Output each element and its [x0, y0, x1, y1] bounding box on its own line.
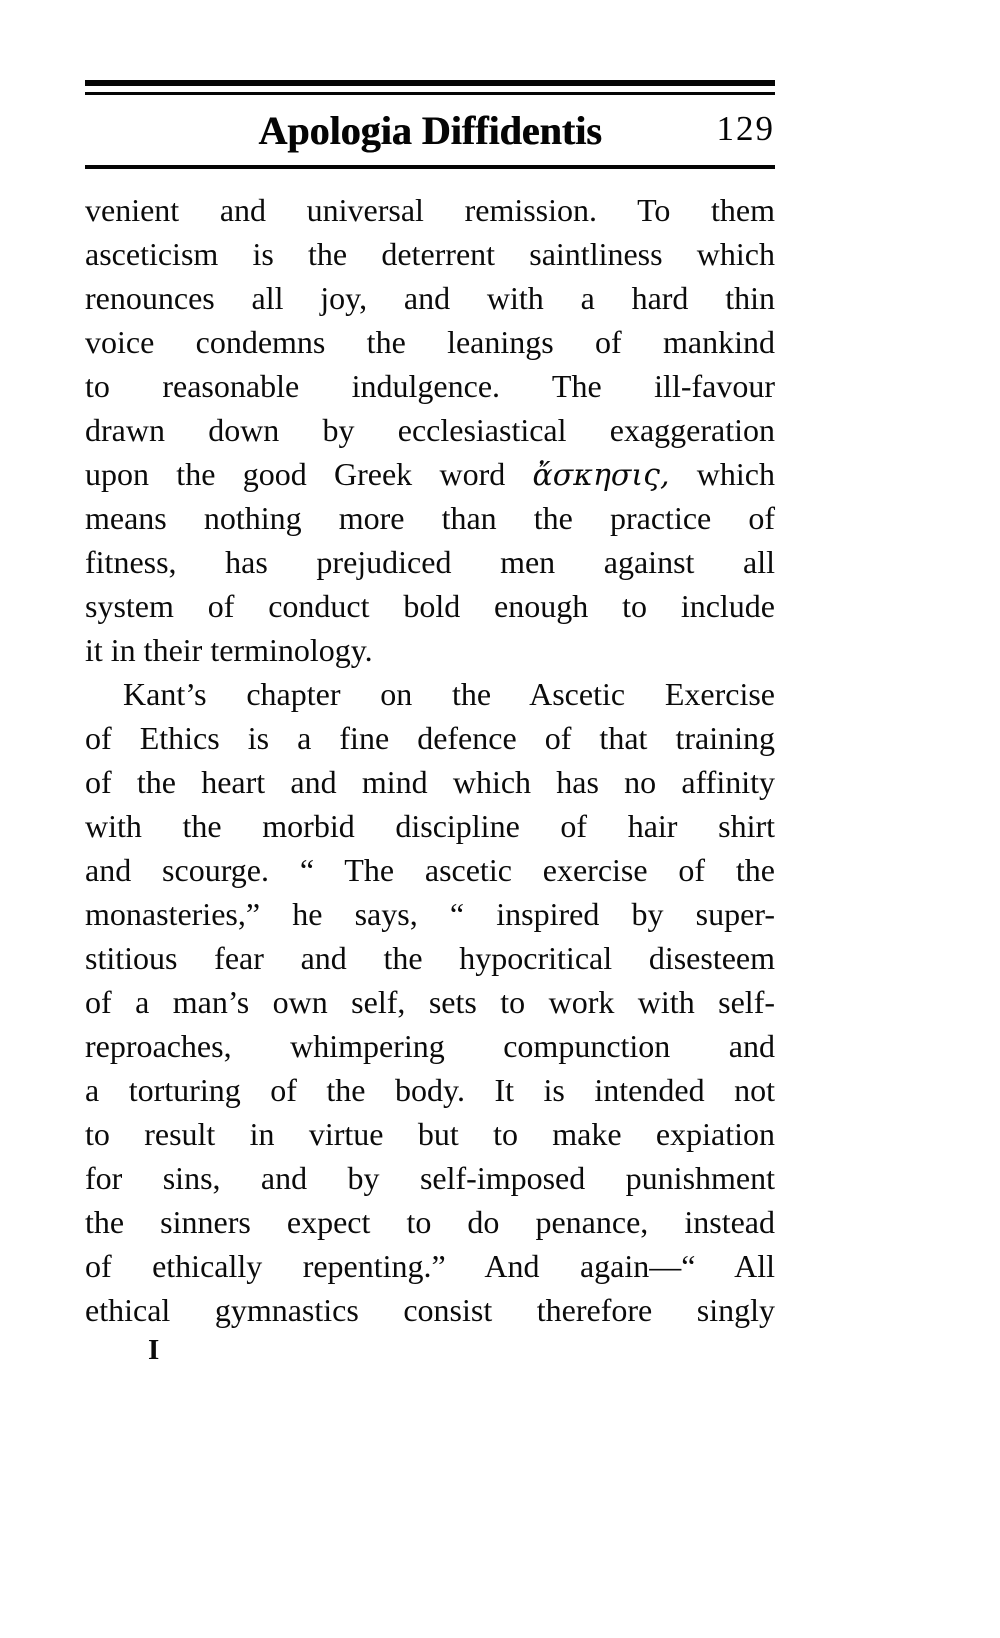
greek-word: ἄσκησις,	[532, 458, 670, 493]
running-header	[85, 95, 775, 165]
paragraph	[85, 188, 775, 672]
text-line: stitious fear and the hypocritical disesteem	[85, 940, 775, 976]
text-line: venient and universal remission. To them	[85, 192, 775, 228]
text-line: of ethically repenting.” And again—“ All	[85, 1248, 775, 1284]
paragraph	[85, 672, 775, 1332]
text-line: ethical gymnastics consist therefore singly	[85, 1292, 775, 1328]
text-line: of Ethics is a fine defence of that training	[85, 720, 775, 756]
text-line: and scourge. “ The ascetic exercise of the	[85, 852, 775, 888]
text-line: to result in virtue but to make expiation	[85, 1116, 775, 1152]
page-content	[85, 80, 775, 1365]
text-line: of the heart and mind which has no affinity	[85, 764, 775, 800]
text-line: monasteries,” he says, “ inspired by super-	[85, 896, 775, 932]
text-line: voice condemns the leanings of mankind	[85, 324, 775, 360]
text-line: asceticism is the deterrent saintliness which	[85, 236, 775, 272]
text-line: means nothing more than the practice of	[85, 500, 775, 536]
text-line: reproaches, whimpering compunction and	[85, 1028, 775, 1064]
text-line: renounces all joy, and with a hard thin	[85, 280, 775, 316]
text-line: Kant’s chapter on the Ascetic Exercise	[123, 676, 775, 712]
text-line: the sinners expect to do penance, instead	[85, 1204, 775, 1240]
running-header-title: Apologia Diffidentis	[258, 107, 602, 153]
text-line: with the morbid discipline of hair shirt	[85, 808, 775, 844]
text-line: fitness, has prejudiced men against all	[85, 544, 775, 580]
text-line: upon the good Greek word ἄσκησις, which	[85, 456, 776, 493]
signature-mark: I	[148, 1334, 160, 1366]
text-line: of a man’s own self, sets to work with self-	[85, 984, 775, 1020]
top-rule-thick	[85, 80, 775, 86]
text-line: it in their terminology.	[85, 632, 373, 668]
text-line: system of conduct bold enough to include	[85, 588, 775, 624]
text-line: for sins, and by self-imposed punishment	[85, 1160, 775, 1196]
text-line: a torturing of the body. It is intended not	[85, 1072, 775, 1108]
text-line: to reasonable indulgence. The ill-favour	[85, 368, 775, 404]
page-number: 129	[716, 109, 775, 149]
text-line: drawn down by ecclesiastical exaggeration	[85, 412, 775, 448]
header-rule	[85, 165, 775, 169]
page-text	[85, 188, 775, 1332]
